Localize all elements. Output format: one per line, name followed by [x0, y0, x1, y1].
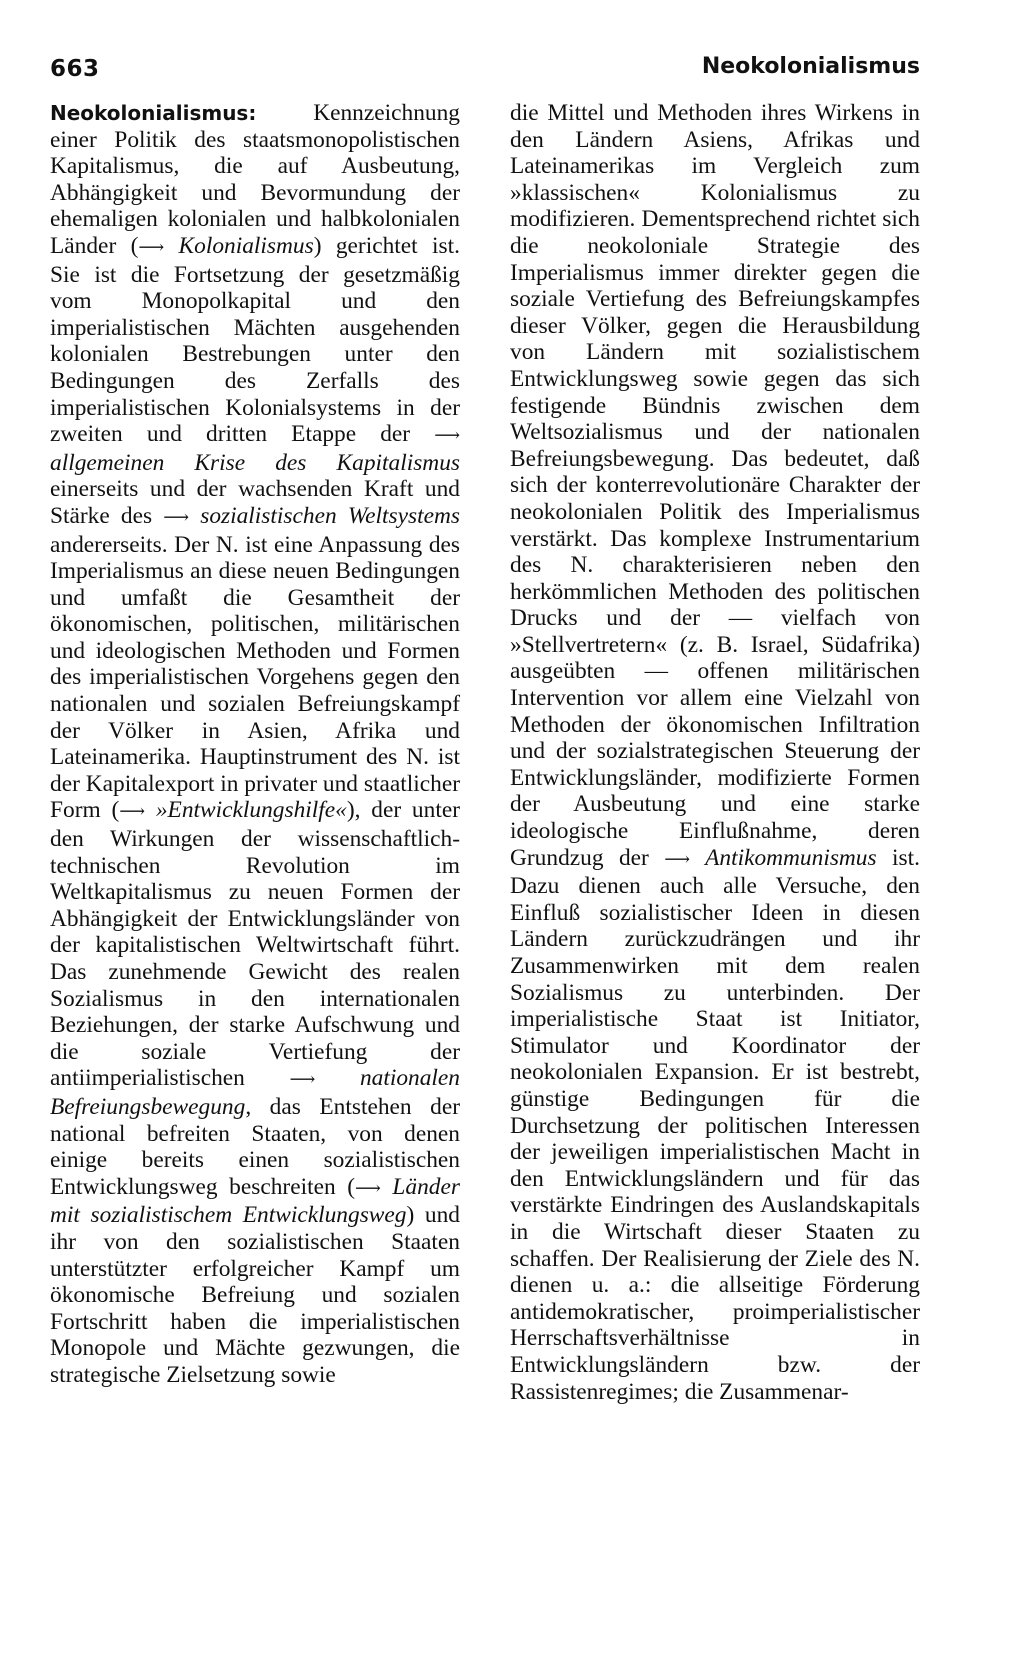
cross-reference: sozialistischen Weltsystems	[189, 502, 460, 529]
arrow-right-icon: ⟶	[163, 506, 190, 528]
body-text: ist. Dazu dienen auch alle Versuche, den Einfluß sozialistischer Ideen in diesen Ländern zurückzudrängen und ihr Zusammenwirken mit dem realen Sozialismus zu unterbinden. Der imperialistische Staat ist Initiator, Stimulator und Koordinator der neokolonialen Expansion. Er ist bestrebt, günstige Bedingungen für die Durchsetzung der politischen Interessen der jeweiligen imperialistischen Macht in den Entwicklungsländern und für das verstärkte Eindringen des Auslandskapitals in die Wirtschaft dieser Staaten zu schaffen. Der Realisierung der Ziele des N. dienen u. a.: die allseitige Förderung antidemokratischer, proimperialistischer Herrschaftsverhältnisse in Entwicklungsländern bzw. der Rassistenregimes; die Zusammenar-	[510, 844, 920, 1405]
body-text: andererseits. Der N. ist eine Anpassung des Imperialismus an diese neuen Bedingungen und umfaßt die Gesamtheit der ökonomischen, politischen, militärischen und ideologischen Methoden und Formen des imperialistischen Vorgehens gegen den nationalen und sozialen Befreiungskampf der Völker in Asien, Afrika und Lateinamerika. Hauptinstrument des N. ist der Kapitalexport in privater und staatlicher Form (	[50, 531, 460, 824]
cross-reference: allgemeinen Krise des Kapitalismus	[50, 449, 460, 476]
arrow-right-icon: ⟶	[289, 1069, 316, 1091]
body-text: einerseits und der wachsenden Kraft und Stärke des	[50, 476, 460, 529]
arrow-right-icon: ⟶	[138, 236, 165, 258]
arrow-right-icon: ⟶	[664, 848, 691, 870]
left-text-column	[50, 100, 460, 1389]
cross-reference: Länder mit sozialistischem Entwicklungsweg	[50, 1173, 460, 1229]
body-text: , das Entstehen der national befreiten Staaten, von denen einige bereits einen sozialistischen Entwicklungsweg beschreiten (	[50, 1093, 460, 1200]
body-text: die Mittel und Methoden ihres Wirkens in den Ländern Asiens, Afrikas und Lateinamerikas im Vergleich zum »klassischen« Kolonialismus zu modifizieren. Dementsprechend richtet sich die neokoloniale Strategie des Imperialismus immer direkter gegen die soziale Vertiefung des Befreiungskampfes dieser Völker, gegen die Herausbildung von Ländern mit sozialistischem Entwicklungsweg sowie gegen das sich festigende Bündnis zwischen dem Weltsozialismus und der nationalen Befreiungsbewegung. Das bedeutet, daß sich der konterrevolutionäre Charakter der neokolonialen Politik des Imperialismus verstärkt. Das komplexe Instrumentarium des N. charakterisieren neben den herkömmlichen Methoden des politischen Drucks und der — vielfach von »Stellvertretern« (z. B. Israel, Südafrika) ausgeübten — offenen militärischen Intervention vor allem eine Vielzahl von Methoden der ökonomischen Infiltration und der sozialstrategischen Steuerung der Entwicklungsländer, modifizierte Formen der Ausbeutung und eine starke ideologische Einflußnahme, deren Grundzug der	[510, 100, 920, 871]
page-number: 663	[50, 56, 100, 82]
arrow-right-icon: ⟶	[355, 1177, 381, 1199]
cross-reference: »Entwicklungshilfe«	[145, 797, 347, 824]
arrow-right-icon: ⟶	[119, 801, 146, 823]
document-page	[50, 50, 920, 1620]
body-text: ), der unter den Wirkungen der wissenschaftlich-technischen Revolution im Weltkapitalismus zu neuen Formen der Abhängigkeit der Entwicklungsländer von der kapitalistischen Weltwirtschaft führt. Das zunehmende Gewicht des realen Sozialismus in den internationalen Beziehungen, der starke Aufschwung und die soziale Vertiefung der antiimperialistischen	[50, 797, 460, 1092]
running-head	[50, 50, 920, 86]
body-text: ) gerichtet ist. Sie ist die Fortsetzung der gesetzmäßig vom Monopolkapital und den imperialistischen Mächten ausgehenden kolonialen Bestrebungen unter den Bedingungen des Zerfalls des imperialistischen Kolonialsystems in der zweiten und dritten Etappe der	[50, 232, 460, 448]
cross-reference: Kolonialismus	[164, 232, 314, 259]
cross-reference: nationalen Befreiungsbewegung	[50, 1065, 460, 1120]
entry-headword: Neokolonialismus:	[50, 101, 257, 125]
cross-reference: Antikommunismus	[690, 844, 877, 871]
running-title: Neokolonialismus	[701, 54, 920, 79]
right-text-column	[510, 100, 920, 1405]
body-text: ) und ihr von den sozialistischen Staaten unterstützter erfolgreicher Kampf um ökonomische Befreiung und sozialen Fortschritt haben die imperialistischen Monopole und Mächte gezwungen, die strategische Zielsetzung sowie	[50, 1202, 460, 1388]
arrow-right-icon: ⟶	[434, 425, 460, 447]
body-text: Kennzeichnung einer Politik des staatsmonopolistischen Kapitalismus, die auf Ausbeutung, Abhängigkeit und Bevormundung der ehemaligen kolonialen und halbkolonialen Länder (	[50, 100, 460, 259]
